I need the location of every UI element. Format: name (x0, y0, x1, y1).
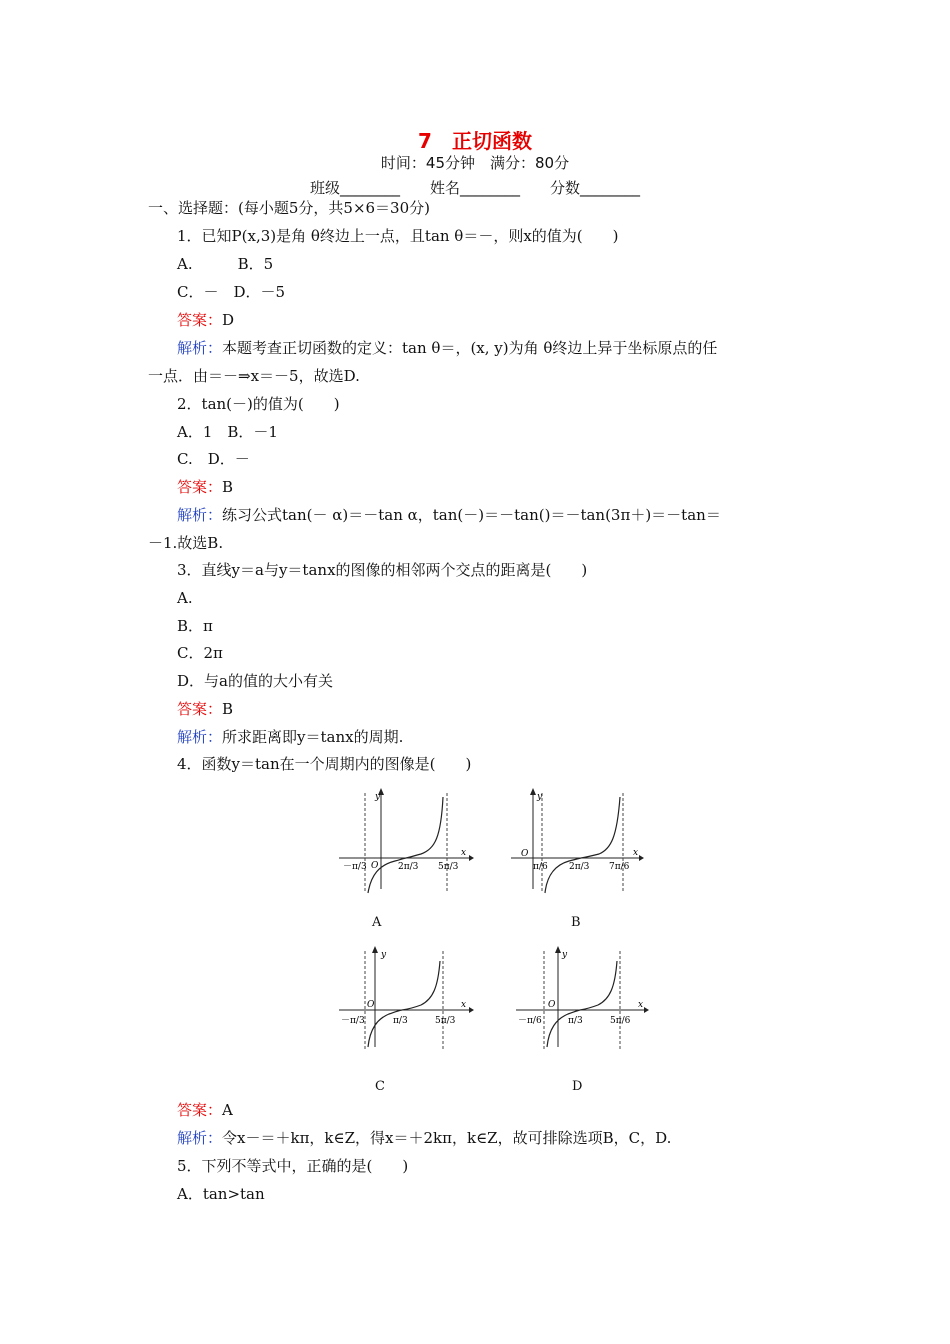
analysis-text: 所求距离即y＝tanx的周期. (222, 728, 404, 746)
analysis-text: 本题考查正切函数的定义：tan θ＝，(x, y)为角 θ终边上异于坐标原点的任 (222, 339, 718, 357)
x-axis-arrow (469, 855, 474, 861)
analysis-label: 解析： (177, 506, 223, 524)
origin-label: O (371, 861, 379, 871)
y-label: y (537, 792, 543, 802)
graph-a (335, 785, 475, 930)
answer-label: 答案： (177, 700, 223, 718)
tick-left: π/6 (533, 862, 548, 872)
y-label: y (375, 792, 381, 802)
tangent-curve (368, 961, 440, 1047)
x-label: x (461, 1000, 467, 1010)
graph-c-svg (335, 943, 475, 1053)
tick-left: －π/6 (518, 1016, 542, 1026)
graph-b-label: B (571, 915, 581, 930)
x-label: x (638, 1000, 644, 1010)
answer-value: B (222, 478, 234, 496)
tangent-curve (368, 797, 443, 893)
question-5-option-a: A．tan>tan (177, 1185, 265, 1203)
tick-right: 7π/6 (609, 862, 630, 872)
y-axis-arrow (530, 788, 536, 795)
graph-a-svg (335, 785, 475, 895)
question-3-option-a: A. (177, 589, 193, 607)
analysis-label: 解析： (177, 339, 223, 357)
graph-d (512, 943, 652, 1094)
x-axis-arrow (639, 855, 644, 861)
tick-left: －π/3 (343, 862, 367, 872)
graph-b-svg (507, 785, 647, 895)
answer-value: A (222, 1101, 233, 1119)
question-3-stem: 3．直线y＝a与y＝tanx的图像的相邻两个交点的距离是( ) (177, 561, 588, 579)
origin-label: O (521, 849, 529, 859)
origin-label: O (548, 1000, 556, 1010)
question-1-stem: 1．已知P(x,3)是角 θ终边上一点，且tan θ＝－，则x的值为( ) (177, 227, 619, 245)
analysis-text: 练习公式tan(－ α)＝－tan α，tan(－)＝－tan()＝－tan(3π＋)＝－tan＝ (222, 506, 721, 524)
page-title: 7 正切函数 (418, 129, 532, 153)
answer-label: 答案： (177, 1101, 223, 1119)
question-2-options-ab: A．1 B．－1 (177, 423, 278, 441)
graph-d-svg (512, 943, 652, 1053)
question-4-answer (177, 1100, 233, 1120)
question-1-analysis-cont: 一点．由＝－⇒x＝－5，故选D. (148, 367, 360, 385)
tick-right: 5π/6 (610, 1016, 631, 1026)
student-info-line: 班级________ 姓名________ 分数________ (309, 179, 640, 197)
answer-value: D (222, 311, 235, 329)
x-axis-arrow (644, 1007, 649, 1013)
y-axis-arrow (372, 946, 378, 953)
y-label: y (562, 950, 568, 960)
answer-label: 答案： (177, 311, 223, 329)
graph-d-label: D (572, 1079, 583, 1094)
tick-mid: 2π/3 (398, 862, 419, 872)
analysis-label: 解析： (177, 728, 223, 746)
tangent-curve (545, 797, 620, 893)
answer-value: B (222, 700, 234, 718)
answer-label: 答案： (177, 478, 223, 496)
question-4-analysis (177, 1128, 671, 1148)
question-4-stem: 4．函数y＝tan在一个周期内的图像是( ) (177, 755, 472, 773)
x-label: x (461, 848, 467, 858)
x-label: x (633, 848, 639, 858)
tick-mid: π/3 (568, 1016, 583, 1026)
tick-right: 5π/3 (435, 1016, 456, 1026)
tick-mid: π/3 (393, 1016, 408, 1026)
question-2-analysis-cont: －1.故选B. (148, 534, 224, 552)
question-3-option-b: B．π (177, 617, 213, 635)
question-1-options-ab: A. B．5 (177, 255, 274, 273)
tick-mid: 2π/3 (569, 862, 590, 872)
x-axis-arrow (469, 1007, 474, 1013)
time-score-line: 时间：45分钟 满分：80分 (380, 154, 570, 172)
question-2-options-cd: C. D．－ (177, 450, 250, 468)
question-1-answer (177, 310, 234, 330)
question-2-answer (177, 477, 233, 497)
graph-c (335, 943, 475, 1094)
tick-right: 5π/3 (438, 862, 459, 872)
graph-b (507, 785, 647, 930)
y-label: y (381, 950, 387, 960)
question-3-option-d: D．与a的值的大小有关 (177, 672, 333, 690)
graph-a-label: A (372, 915, 382, 930)
tick-left: －π/3 (341, 1016, 365, 1026)
question-3-option-c: C．2π (177, 644, 223, 662)
question-5-stem: 5．下列不等式中，正确的是( ) (177, 1157, 409, 1175)
origin-label: O (367, 1000, 375, 1010)
question-3-answer (177, 699, 233, 719)
section-heading: 一、选择题：(每小题5分，共5×6＝30分) (148, 199, 430, 217)
graph-c-label: C (375, 1079, 385, 1094)
question-3-analysis (177, 727, 403, 747)
question-2-stem: 2．tan(－)的值为( ) (177, 395, 340, 413)
question-2-analysis (177, 505, 721, 525)
question-1-options-cd: C．－ D．－5 (177, 283, 286, 301)
analysis-text: 令x－＝＋kπ，k∈Z，得x＝＋2kπ，k∈Z，故可排除选项B，C，D. (222, 1129, 672, 1147)
y-axis-arrow (555, 946, 561, 953)
question-1-analysis (177, 338, 717, 358)
analysis-label: 解析： (177, 1129, 223, 1147)
